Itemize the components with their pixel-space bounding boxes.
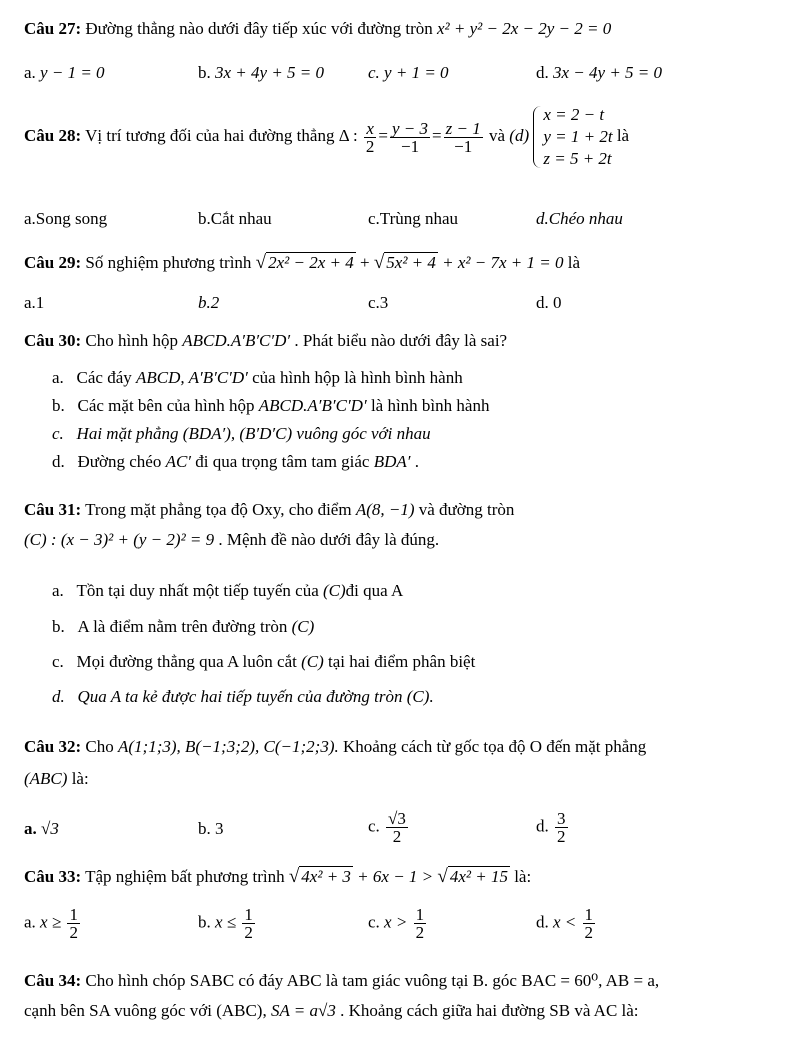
q29-sqrt-2: √ 5x² + 4 bbox=[373, 252, 436, 273]
q27-option-d[interactable]: d. 3x − 4y + 5 = 0 bbox=[536, 63, 663, 82]
question-28: Câu 28: Vị trí tương đối của hai đường thẳng Δ : $\frac{x}{2}$ = $\frac{y - 3}{-1}$ = $\frac{z - 1}{-1}$ và (d) x = 2 − t y = 1 + 2t z = 5 + 2t là bbox=[24, 105, 630, 168]
question-31 bbox=[24, 495, 780, 555]
q28-delta: Δ : bbox=[338, 125, 358, 145]
q28-fraction-3: $\frac{z - 1}{-1}$ bbox=[445, 118, 481, 156]
q31-text2: và đường tròn bbox=[414, 500, 515, 519]
q27-options bbox=[24, 62, 780, 102]
q29-option-a[interactable]: a.1 bbox=[24, 293, 45, 312]
q28-option-c[interactable]: c.Trùng nhau bbox=[368, 209, 459, 228]
q29-options bbox=[24, 292, 780, 332]
q32-text3: là: bbox=[67, 769, 89, 788]
q32-option-a[interactable]: a. √3 bbox=[24, 819, 59, 838]
q28-options bbox=[24, 208, 780, 248]
q32-option-d[interactable]: d. $\frac{3}{2}$ bbox=[536, 809, 566, 846]
q28-fraction-1: $\frac{x}{2}$ bbox=[365, 118, 375, 156]
q31-text3: . Mệnh đề nào dưới đây là đúng. bbox=[214, 530, 440, 549]
q33-label: Câu 33: bbox=[24, 867, 82, 886]
q29-option-b[interactable]: b.2 bbox=[198, 293, 220, 312]
q29-option-d[interactable]: d. 0 bbox=[536, 293, 562, 312]
q32-options bbox=[24, 810, 780, 858]
q34-line2-pre: cạnh bên SA vuông góc với (ABC), bbox=[24, 1001, 271, 1020]
q29-tail: là bbox=[563, 253, 581, 272]
q34-line2-post: . Khoảng cách giữa hai đường SB và AC là: bbox=[335, 1001, 639, 1020]
q31-circle: (C) : (x − 3)² + (y − 2)² = 9 bbox=[24, 530, 215, 549]
q34-sa: SA = a√3 bbox=[270, 1001, 336, 1020]
q27-option-a[interactable]: a. y − 1 = 0 bbox=[24, 63, 105, 82]
question-32 bbox=[24, 731, 780, 795]
q34-label: Câu 34: bbox=[24, 971, 82, 990]
q30-solid: ABCD.A′B′C′D′ bbox=[182, 331, 291, 350]
q30-text2: . Phát biểu nào dưới đây là sai? bbox=[290, 331, 508, 350]
q33-options bbox=[24, 906, 780, 954]
q32-points: A(1;1;3), B(−1;3;2), C(−1;2;3). bbox=[118, 737, 339, 756]
q27-label: Câu 27: bbox=[24, 19, 82, 38]
q29-label: Câu 29: bbox=[24, 253, 82, 272]
q29-option-c[interactable]: c.3 bbox=[368, 293, 389, 312]
q29-text: Số nghiệm phương trình bbox=[81, 253, 256, 272]
q32-text2: Khoảng cách từ gốc tọa độ O đến mặt phẳng bbox=[338, 737, 647, 756]
q32-plane: (ABC) bbox=[24, 769, 68, 788]
q28-option-a[interactable]: a.Song song bbox=[24, 209, 108, 228]
question-27 bbox=[24, 18, 780, 40]
q30-text: Cho hình hộp bbox=[81, 331, 183, 350]
q29-sqrt-1: √ 2x² − 2x + 4 bbox=[255, 252, 354, 273]
question-30 bbox=[24, 330, 780, 352]
q33-option-d[interactable]: d. x < $\frac{1}{2}$ bbox=[536, 905, 594, 942]
question-34 bbox=[24, 966, 780, 1026]
q30-label: Câu 30: bbox=[24, 331, 82, 350]
q28-d-label: (d) bbox=[509, 125, 530, 145]
q34-text: Cho hình chóp SABC có đáy ABC là tam giác vuông tại B. góc BAC = 60⁰, AB = a, bbox=[81, 971, 660, 990]
q27-option-b[interactable]: b. 3x + 4y + 5 = 0 bbox=[198, 63, 325, 82]
q28-label: Câu 28: bbox=[24, 125, 82, 145]
q30-item-c[interactable]: c. Hai mặt phẳng (BDA′), (B′D′C) vuông góc với nhau bbox=[52, 424, 431, 443]
q32-text: Cho bbox=[81, 737, 118, 756]
q32-option-b[interactable]: b. 3 bbox=[198, 819, 224, 838]
q33-sqrt-2: √ 4x² + 15 bbox=[437, 866, 508, 887]
q31-item-c[interactable]: c. Mọi đường thẳng qua A luôn cắt (C) tại hai điểm phân biệt bbox=[52, 652, 476, 671]
q28-fraction-2: $\frac{y - 3}{-1}$ bbox=[392, 118, 429, 156]
q33-option-a[interactable]: a. x ≥ $\frac{1}{2}$ bbox=[24, 905, 78, 942]
q33-option-c[interactable]: c. x > $\frac{1}{2}$ bbox=[368, 905, 425, 942]
q33-tail: là: bbox=[509, 867, 532, 886]
q28-option-b[interactable]: b.Cắt nhau bbox=[198, 209, 272, 228]
q29-rest: + x² − 7x + 1 = 0 bbox=[437, 253, 564, 272]
q33-sqrt-1: √ 4x² + 3 bbox=[288, 866, 351, 887]
q28-option-d[interactable]: d.Chéo nhau bbox=[536, 209, 623, 228]
q27-text: Đường thẳng nào dưới đây tiếp xúc với đường tròn bbox=[81, 19, 438, 38]
q31-item-a[interactable]: a. Tồn tại duy nhất một tiếp tuyến của (C)đi qua A bbox=[52, 581, 404, 600]
q30-item-b[interactable]: b. Các mặt bên của hình hộp ABCD.A′B′C′D′ là hình bình hành bbox=[52, 396, 490, 415]
q28-system: x = 2 − t y = 1 + 2t z = 5 + 2t bbox=[533, 104, 612, 170]
q32-label: Câu 32: bbox=[24, 737, 82, 756]
q30-item-a[interactable]: a. Các đáy ABCD, A′B′C′D′ của hình hộp là hình bình hành bbox=[52, 368, 463, 387]
q27-circle-equation: x² + y² − 2x − 2y − 2 = 0 bbox=[437, 19, 612, 38]
q32-option-c[interactable]: c. $\frac{√3}{2}$ bbox=[368, 809, 406, 846]
q28-tail: là bbox=[612, 125, 630, 145]
q31-item-d[interactable]: d. Qua A ta kẻ được hai tiếp tuyến của đường tròn (C). bbox=[52, 687, 434, 706]
q30-item-d[interactable]: d. Đường chéo AC′ đi qua trọng tâm tam giác BDA′ . bbox=[52, 452, 419, 471]
q28-text: Vị trí tương đối của hai đường thẳng bbox=[81, 125, 339, 145]
question-33 bbox=[24, 866, 780, 888]
q31-item-b[interactable]: b. A là điểm nằm trên đường tròn (C) bbox=[52, 617, 315, 636]
q31-label: Câu 31: bbox=[24, 500, 82, 519]
question-29: Câu 29: Số nghiệm phương trình √ 2x² − 2x + 4 + √ 5x² + 4 + x² − 7x + 1 = 0 là bbox=[24, 252, 581, 273]
q33-text: Tập nghiệm bất phương trình bbox=[81, 867, 289, 886]
q31-point: A(8, −1) bbox=[355, 500, 415, 519]
q28-and: và bbox=[484, 125, 510, 145]
q31-text: Trong mặt phẳng tọa độ Oxy, cho điểm bbox=[81, 500, 356, 519]
q27-option-c[interactable]: c. y + 1 = 0 bbox=[368, 63, 449, 82]
q33-mid: + 6x − 1 > bbox=[352, 867, 438, 886]
q33-option-b[interactable]: b. x ≤ $\frac{1}{2}$ bbox=[198, 905, 253, 942]
